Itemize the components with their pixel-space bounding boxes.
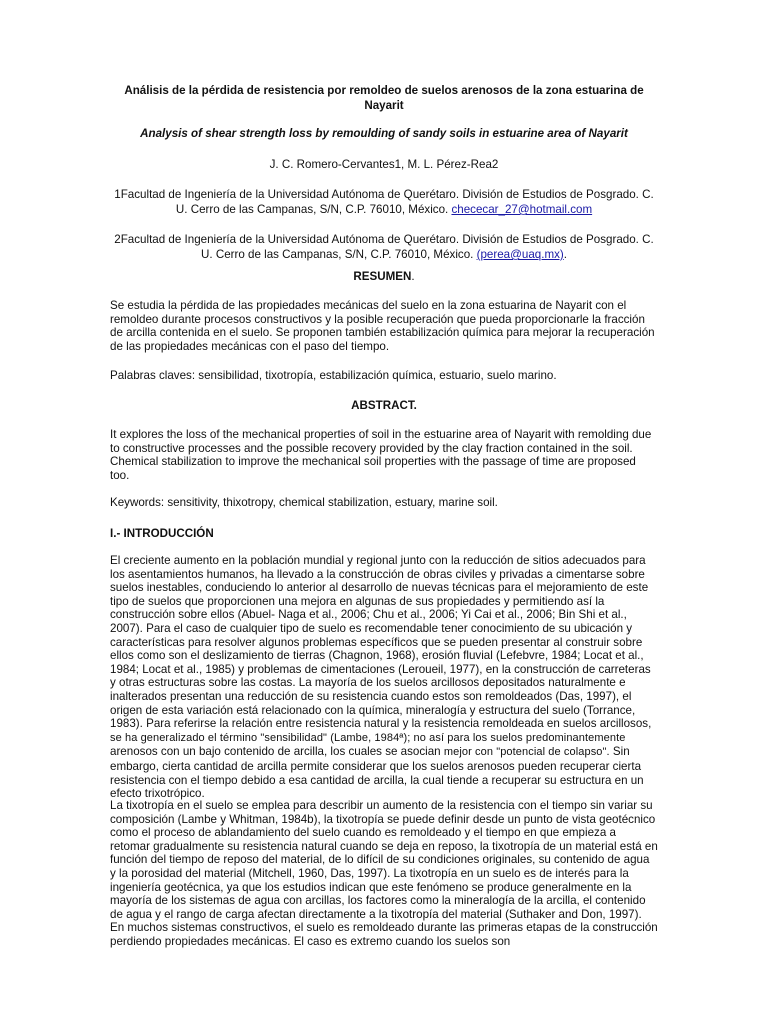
- abstract-keywords: Keywords: sensitivity, thixotropy, chemical stabilization, estuary, marine soil.: [110, 496, 498, 509]
- intro-p1-part-c: arenosos con un bajo contenido de arcilla, los cuales se asocian: [110, 745, 444, 759]
- title-english: Analysis of shear strength loss by remoulding of sandy soils in estuarine area of Nayarit: [140, 127, 628, 140]
- intro-p1-part-d: mejor con "potencial de colapso".: [443, 746, 610, 759]
- affiliation-2-text: 2Facultad de Ingeniería de la Universidad Autónoma de Querétaro. División de Estudios de Posgrado. C. U. Cerro de las Campanas, S/N, C.P. 76010, México.: [114, 233, 654, 261]
- affiliation-1: [110, 187, 658, 217]
- affiliation-1-email-link[interactable]: chececar_27@hotmail.com: [451, 203, 593, 216]
- authors: J. C. Romero-Cervantes1, M. L. Pérez-Rea2: [269, 158, 499, 171]
- abstract-body: It explores the loss of the mechanical properties of soil in the estuarine area of Nayarit with remolding due to constructive processes and the possible recovery provided by the clay fraction contained in the soil. Chemical stabilization to improve the mechanical soil properties with the passage of time are proposed too.: [110, 428, 652, 482]
- affiliation-1-text: 1Facultad de Ingeniería de la Universidad Autónoma de Querétaro. División de Estudios de Posgrado. C. U. Cerro de las Campanas, S/N, C.P. 76010, México.: [114, 188, 654, 216]
- intro-p1-part-e: Sin embargo, cierta cantidad de arcilla permite considerar que los suelos arenosos pueden recuperar cierta resistencia con el tiempo debido a esa cantidad de arcilla, la cual tiende a recuperar su estructura en un efecto trixotrópico.: [110, 745, 644, 801]
- resumen-heading: [110, 269, 658, 284]
- affiliation-2-suffix: .: [563, 248, 567, 261]
- resumen-keywords: Palabras claves: sensibilidad, tixotropía, estabilización química, estuario, suelo marino.: [110, 369, 557, 382]
- resumen-heading-suffix: .: [411, 270, 415, 283]
- introduction-heading: I.- INTRODUCCIÓN: [110, 527, 214, 540]
- resumen-body: Se estudia la pérdida de las propiedades mecánicas del suelo en la zona estuarina de Nayarit con el remoldeo durante procesos constructivos y la posible recuperación que pueda proporcionarle la fracción de arcilla contenida en el suelo. Se proponen también estabilización química para mejorar la recuperación de las propiedades mecánicas con el paso del tiempo.: [110, 299, 655, 353]
- introduction-paragraph-1: [110, 554, 658, 801]
- affiliation-2-email-link[interactable]: (perea@uaq.mx): [476, 248, 564, 261]
- intro-p1-part-b: se ha generalizado el término "sensibilidad" (Lambe, 1984ª); no así para los suelos predominantemente: [110, 731, 626, 744]
- resumen-heading-text: RESUMEN: [353, 270, 412, 283]
- title-spanish: Análisis de la pérdida de resistencia por remoldeo de suelos arenosos de la zona estuarina de Nayarit: [124, 84, 644, 112]
- affiliation-2: [110, 232, 658, 262]
- intro-p1-part-a: El creciente aumento en la población mundial y regional junto con la reducción de sitios adecuados para los asentamientos humanos, ha llevado a la construcción de obras civiles y privadas a cimentarse sobre suelos inestables, conduciendo lo anterior al desarrollo de nuevas técnicas para el mejoramiento de este tipo de suelos que proporcionen una mejora en algunas de sus propiedades y permitiendo así la construcción sobre ellos (Abuel- Naga et al., 2006; Chu et al., 2006; Yi Cai et al., 2006; Bin Shi et al., 2007). Para el caso de cualquier tipo de suelo es recomendable tener conocimiento de su ubicación y características para resolver algunos problemas específicos que se pueden presentar al construir sobre ellos como son el deslizamiento de tierras (Chagnon, 1968), erosión fluvial (Lefebvre, 1984; Locat et al., 1984; Locat et al., 1985) y problemas de cimentaciones (Leroueil, 1977), en la construcción de carreteras y otras estructuras sobre las costas. La mayoría de los suelos arcillosos depositados naturalmente e inalterados presentan una reducción de su resistencia cuando estos son remoldeados (Das, 1997), el origen de esta variación está relacionado con la química, mineralogía y estructura del suelo (Torrance, 1983). Para referirse la relación entre resistencia natural y la resistencia remoldeada en suelos arcillosos,: [110, 554, 652, 731]
- abstract-heading: ABSTRACT.: [351, 399, 417, 412]
- introduction-paragraph-2: La tixotropía en el suelo se emplea para describir un aumento de la resistencia con el tiempo sin variar su composición (Lambe y Whitman, 1984b), la tixotropía se puede definir desde un punto de vista geotécnico como el proceso de ablandamiento del suelo cuando es remoldeado y el tiempo en que empieza a retomar gradualmente su resistencia natural cuando se deja en reposo, la tixotropía de un material está en función del tiempo de reposo del material, de lo difícil de su condiciones originales, su contenido de agua y la porosidad del material (Mitchell, 1960, Das, 1997). La tixotropía en un suelo es de interés para la ingeniería geotécnica, ya que los estudios indican que este fenómeno se produce generalmente en la mayoría de los sistemas de agua con arcillas, los factores como la mineralogía de la arcilla, el contenido de agua y el rango de carga afectan directamente a la tixotropía del material (Suthaker and Don, 1997). En muchos sistemas constructivos, el suelo es remoldeado durante las primeras etapas de la construcción perdiendo propiedades mecánicas. El caso es extremo cuando los suelos son: [110, 799, 658, 948]
